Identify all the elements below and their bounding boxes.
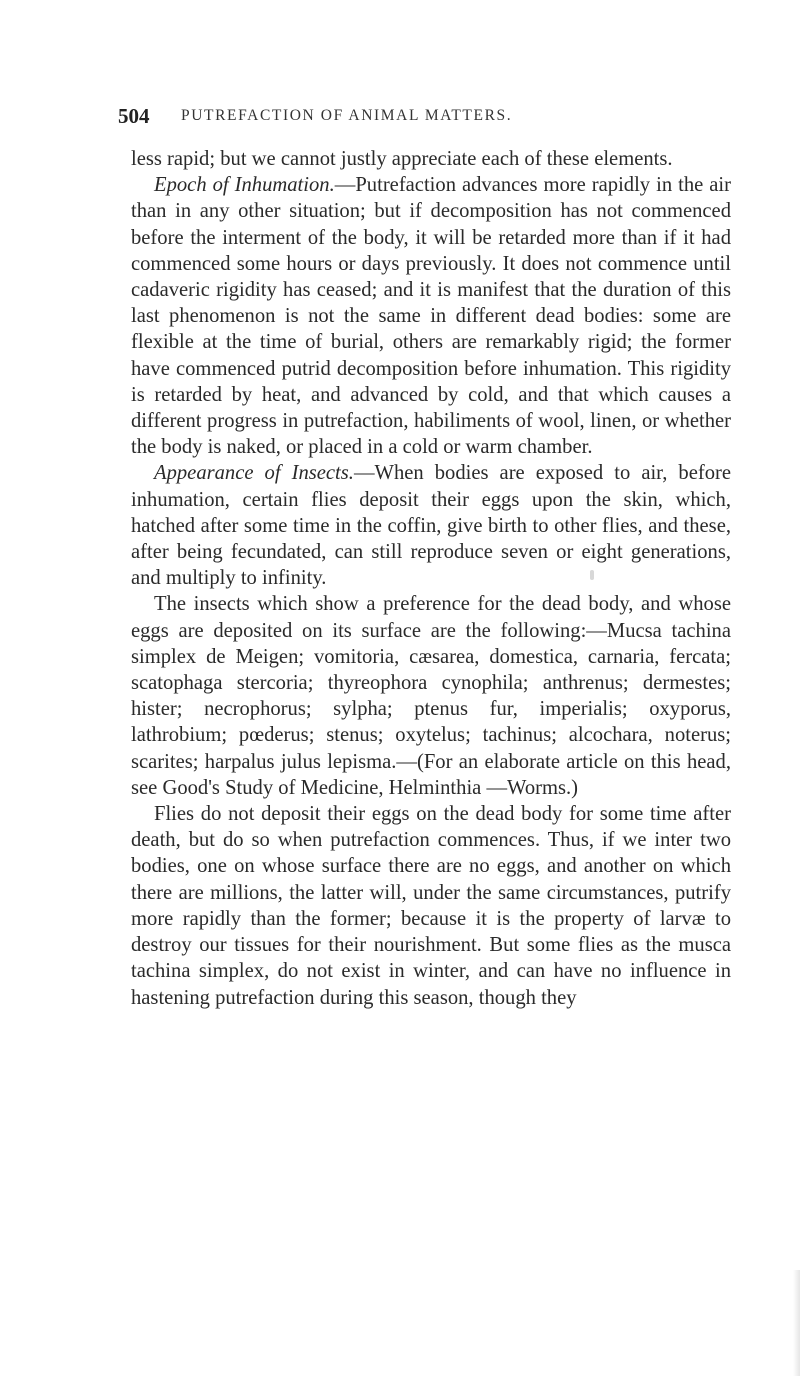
section-heading-appearance-of-insects: Appearance of Insects. [154,462,354,485]
paragraph-continuation [131,146,731,172]
paragraph-text: less rapid; but we cannot justly appreciate each of these elements. [131,148,673,170]
running-head [118,104,730,132]
paragraph-text: —When bodies are exposed to air, before inhumation, certain flies deposit their eggs upon the skin, which, hatched after some time in the coffin, give birth to other flies, and these, after being fecundated, can still reproduce seven or eight generations, and multiply to infinity. [131,462,731,590]
paper-smudge [590,570,594,580]
running-title: PUTREFACTION OF ANIMAL MATTERS. [181,107,513,124]
paragraph-epoch-of-inhumation [131,172,731,460]
page-edge-shadow [793,1270,800,1376]
paragraph-text: The insects which show a preference for the dead body, and whose eggs are deposited on its surface are the following:—Mucsa tachina simplex de Meigen; vomitoria, cæsarea, domestica, carnaria, fercata; scatophaga stercoria; thyreophora cynophila; anthrenus; dermestes; hister; necrophorus; sylpha; ptenus fur, imperialis; oxyporus, lathrobium; pœderus; stenus; oxytelus; tachinus; alcochara, noterus; scarites; harpalus julus lepisma.—(For an elaborate article on this head, see Good's Study of Medicine, Helminthia —Worms.) [131,593,731,799]
section-heading-epoch-of-inhumation: Epoch of Inhumation. [154,174,335,197]
paragraph-text: —Putrefaction advances more rapidly in the air than in any other situation; but if decomposition has not commenced before the interment of the body, it will be retarded more than if it had commenced some hours or days previously. It does not commence until cadaveric rigidity has ceased; and it is manifest that the duration of this last phenomenon is not the same in different dead bodies: some are flexible at the time of burial, others are remarkably rigid; the former have commenced putrid decomposition before inhumation. This rigidity is retarded by heat, and advanced by cold, and that which causes a different progress in putrefaction, habiliments of wool, linen, or whether the body is naked, or placed in a cold or warm chamber. [131,174,732,459]
paragraph-flies-eggs [131,801,731,1011]
page-number: 504 [118,104,150,128]
paragraph-text: Flies do not deposit their eggs on the dead body for some time after death, but do so when putrefaction commences. Thus, if we inter two bodies, one on whose surface there are no eggs, and another on which there are millions, the latter will, under the same circumstances, putrify more rapidly than the former; because it is the property of larvæ to destroy our tissues for their nourishment. But some flies as the musca tachina simplex, do not exist in winter, and can have no influence in hastening putrefaction during this season, though they [131,803,731,1009]
paragraph-appearance-of-insects [131,460,731,591]
paragraph-insect-list [131,591,731,801]
body-text [131,146,731,1011]
